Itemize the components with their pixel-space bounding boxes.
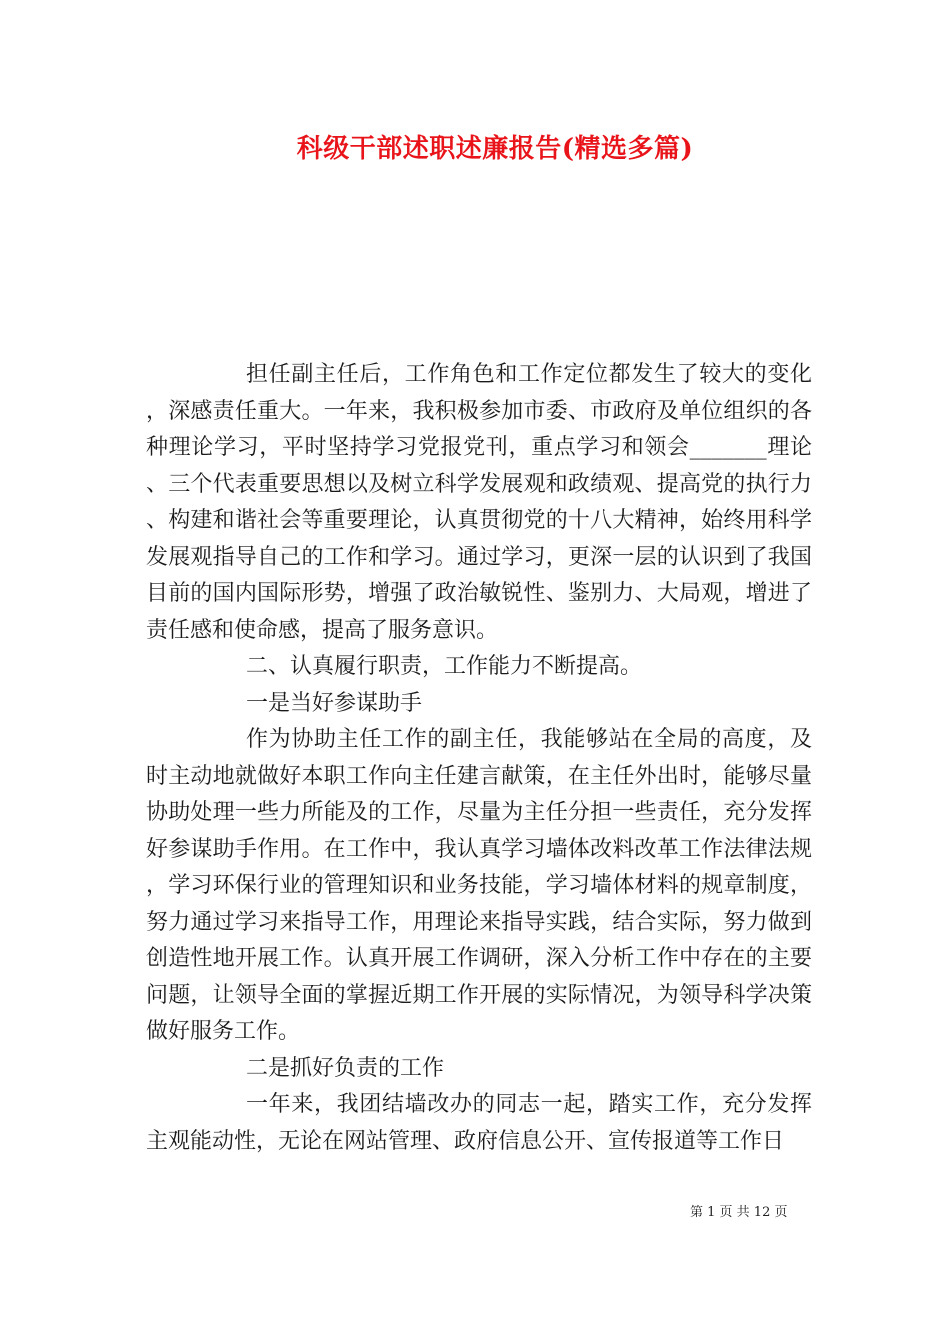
- section-heading-2: 二、认真履行职责，工作能力不断提高。: [246, 654, 643, 679]
- body-paragraph-2: 作为协助主任工作的副主任，我能够站在全局的高度，及时主动地就做好本职工作向主任建言献策，在主任外出时，能够尽量协助处理一些力所能及的工作，尽量为主任分担一些责任，充分发挥好参谋助手作用。在工作中，我认真学习墙体改料改革工作法律法规，学习环保行业的管理知识和业务技能，学习墙体材料的规章制度，努力通过学习来指导工作，用理论来指导实践，结合实际，努力做到创造性地开展工作。认真开展工作调研，深入分析工作中存在的主要问题，让领导全面的掌握近期工作开展的实际情况，为领导科学决策做好服务工作。: [146, 727, 812, 1044]
- subheading-2: 二是抓好负责的工作: [246, 1055, 445, 1081]
- body-paragraph-1: 担任副主任后，工作角色和工作定位都发生了较大的变化，深感责任重大。一年来，我积极参加市委、市政府及单位组织的各种理论学习，平时坚持学习党报党刊，重点学习和领会_______理论、三个代表重要思想以及树立科学发展观和政绩观、提高党的执行力、构建和谐社会等重要理论，认真贯彻党的十八大精神，始终用科学发展观指导自己的工作和学习。通过学习，更深一层的认识到了我国目前的国内国际形势，增强了政治敏锐性、鉴别力、大局观，增进了责任感和使命感，提高了服务意识。: [146, 362, 812, 643]
- document-body: [146, 357, 812, 1160]
- document-title: 科级干部述职述廉报告(精选多篇): [296, 134, 694, 164]
- page-number-footer: 第 1 页 共 12 页: [690, 1205, 788, 1220]
- subheading-1: 一是当好参谋助手: [246, 690, 423, 716]
- body-paragraph-3: 一年来，我团结墙改办的同志一起，踏实工作，充分发挥主观能动性，无论在网站管理、政府信息公开、宣传报道等工作日: [146, 1092, 812, 1154]
